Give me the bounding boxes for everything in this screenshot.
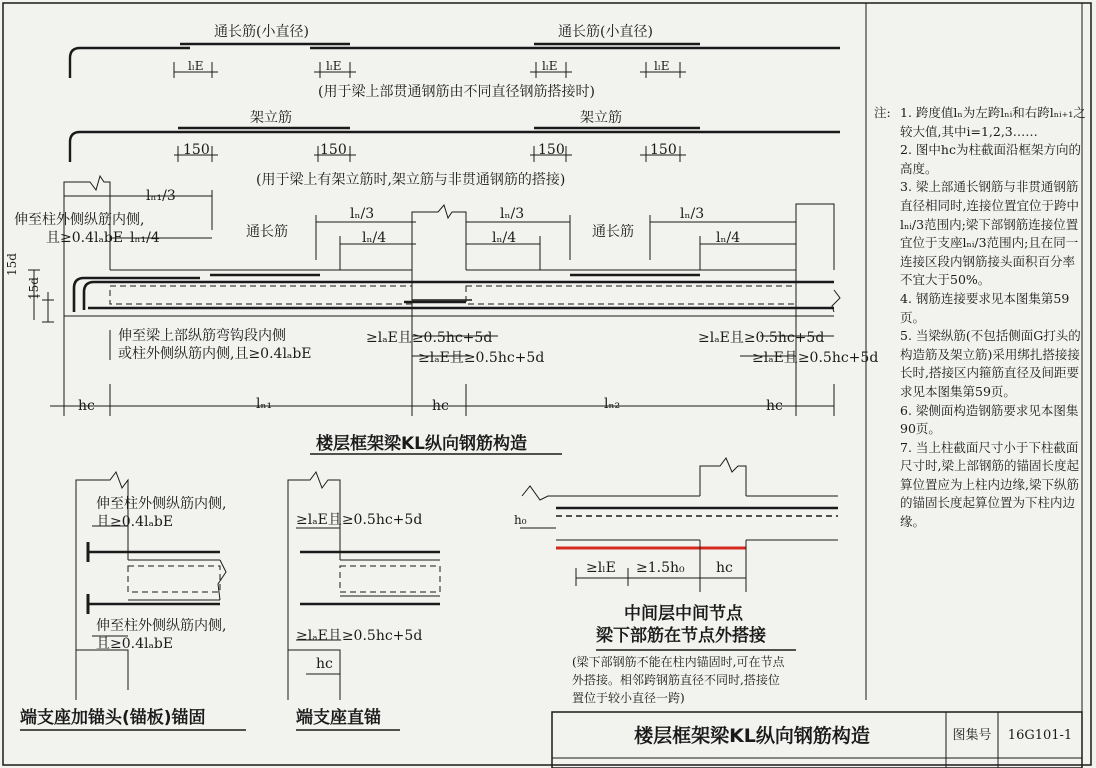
bottom-anchor-text-2: 或柱外侧纵筋内侧,且≥0.4lₐbE	[118, 346, 312, 362]
straight-anchor-title: 端支座直锚	[296, 708, 381, 728]
plate-anchor-title: 端支座加锚头(锚板)锚固	[20, 708, 206, 728]
note-item-6: 6. 梁侧面构造钢筋要求见本图集90页。	[900, 402, 1079, 437]
notes-panel	[874, 104, 1086, 532]
notes-head: 注:	[874, 105, 891, 120]
middle-node-title-2: 梁下部筋在节点外搭接	[596, 626, 766, 646]
lle-dim-4: lₗE	[654, 59, 670, 73]
straight-anchor-detail	[288, 472, 440, 730]
straight-anchor-text-1: ≥lₐE且≥0.5hc+5d	[296, 512, 423, 528]
caption-different-diameter: (用于梁上部贯通钢筋由不同直径钢筋搭接时)	[318, 84, 595, 100]
note-item-4: 4. 钢筋连接要求见本图集第59页。	[900, 290, 1070, 325]
tongchang-label-1: 通长筋	[246, 224, 288, 240]
straight-anchor-hc: hc	[316, 656, 333, 672]
jiali-label-2: 架立筋	[580, 110, 622, 126]
dim-150-4: 150	[650, 142, 677, 158]
ln1-quarter: lₙ₁/4	[130, 230, 160, 246]
lae-requirement-3: ≥lₐE且≥0.5hc+5d	[698, 330, 825, 346]
lle-lap-dim: ≥lₗE	[586, 560, 616, 576]
note-item-1: 1. 跨度值lₙ为左跨lₙᵢ和右跨lₙᵢ₊₁之较大值,其中i=1,2,3……	[900, 105, 1086, 139]
note-item-3: 3. 梁上部通长钢筋与非贯通钢筋直径相同时,连接位置宜位于跨中lₙᵢ/3范围内;梁下部钢筋连接位置宜位于支座lₙᵢ/3范围内;且在同一连接区段内钢筋接头面积百分率不宜大于50%。	[900, 179, 1079, 288]
jiali-label-1: 架立筋	[250, 110, 292, 126]
ln-third-2: lₙ/3	[500, 206, 525, 222]
plate-text-2b: 且≥0.4lₐbE	[96, 636, 174, 652]
middle-node-note-1: (梁下部钢筋不能在柱内锚固时,可在节点	[572, 655, 785, 669]
caption-erection-rebar: (用于梁上有架立筋时,架立筋与非贯通钢筋的搭接)	[256, 172, 566, 188]
atlas-label: 图集号	[952, 728, 992, 743]
atlas-number: 16G101-1	[1007, 728, 1073, 743]
hc-dim-1: hc	[78, 398, 95, 414]
lle-dim-2: lₗE	[326, 59, 342, 73]
tongchang-small-label-1: 通长筋(小直径)	[214, 24, 309, 40]
plate-text-1b: 且≥0.4lₐbE	[96, 514, 174, 530]
plate-text-2a: 伸至柱外侧纵筋内侧,	[96, 618, 227, 634]
lle-dim-1: lₗE	[188, 59, 204, 73]
tongchang-small-label-2: 通长筋(小直径)	[558, 24, 653, 40]
lae-requirement-4: ≥lₐE且≥0.5hc+5d	[752, 350, 879, 366]
hc-dim-2: hc	[432, 398, 449, 414]
note-item-5: 5. 当梁纵筋(不包括侧面G打头的构造筋及架立筋)采用绑扎搭接接长时,搭接区内箍筋直径及间距要求见本图集第59页。	[900, 328, 1081, 399]
ln2-dim: lₙ₂	[604, 396, 621, 412]
note-item-7: 7. 当上柱截面尺寸小于下柱截面尺寸时,梁上部钢筋的锚固长度起算位置应为上柱内边缘,梁下纵筋的锚固长度起算位置为下柱内边缘。	[900, 439, 1079, 530]
lae-requirement-1: ≥lₐE且≥0.5hc+5d	[366, 330, 493, 346]
ln1-third: lₙ₁/3	[146, 188, 176, 204]
main-beam-title: 楼层框架梁KL纵向钢筋构造	[316, 434, 528, 454]
middle-hc-dim: hc	[716, 560, 733, 576]
lae-requirement-2: ≥lₐE且≥0.5hc+5d	[418, 350, 545, 366]
ln-quarter-3: lₙ/4	[716, 230, 741, 246]
h0-dim: h₀	[514, 513, 527, 527]
ln-third-3: lₙ/3	[680, 206, 705, 222]
lap-offset-dim: ≥1.5h₀	[636, 560, 685, 576]
ln1-dim: lₙ₁	[256, 396, 273, 412]
tongchang-label-2: 通长筋	[592, 224, 634, 240]
dim-15d-1: 15d	[5, 253, 19, 276]
bottom-anchor-text-1: 伸至梁上部纵筋弯钩段内侧	[118, 328, 286, 344]
lle-dim-3: lₗE	[542, 59, 558, 73]
middle-node-note-3: 置位于较小直径一跨)	[572, 691, 685, 705]
top-lap-rebar-1	[70, 44, 840, 78]
left-anchor-text-2: 且≥0.4lₐbE	[46, 230, 124, 246]
middle-node-title-1: 中间层中间节点	[624, 604, 743, 624]
dim-150-1: 150	[183, 142, 210, 158]
title-block-title: 楼层框架梁KL纵向钢筋构造	[634, 725, 870, 747]
dim-150-2: 150	[320, 142, 347, 158]
dim-15d-2: 15d	[27, 277, 41, 300]
dim-150-3: 150	[538, 142, 565, 158]
ln-quarter-2: lₙ/4	[492, 230, 517, 246]
left-anchor-text-1: 伸至柱外侧纵筋内侧,	[14, 212, 145, 228]
ln-quarter-1: lₙ/4	[362, 230, 387, 246]
middle-node-note-2: 外搭接。相邻跨钢筋直径不同时,搭接位	[572, 673, 780, 687]
straight-anchor-text-2: ≥lₐE且≥0.5hc+5d	[296, 628, 423, 644]
plate-text-1a: 伸至柱外侧纵筋内侧,	[96, 496, 227, 512]
note-item-2: 2. 图中hc为柱截面沿框架方向的高度。	[900, 142, 1081, 176]
ln-third-1: lₙ/3	[350, 206, 375, 222]
hc-dim-3: hc	[766, 398, 783, 414]
